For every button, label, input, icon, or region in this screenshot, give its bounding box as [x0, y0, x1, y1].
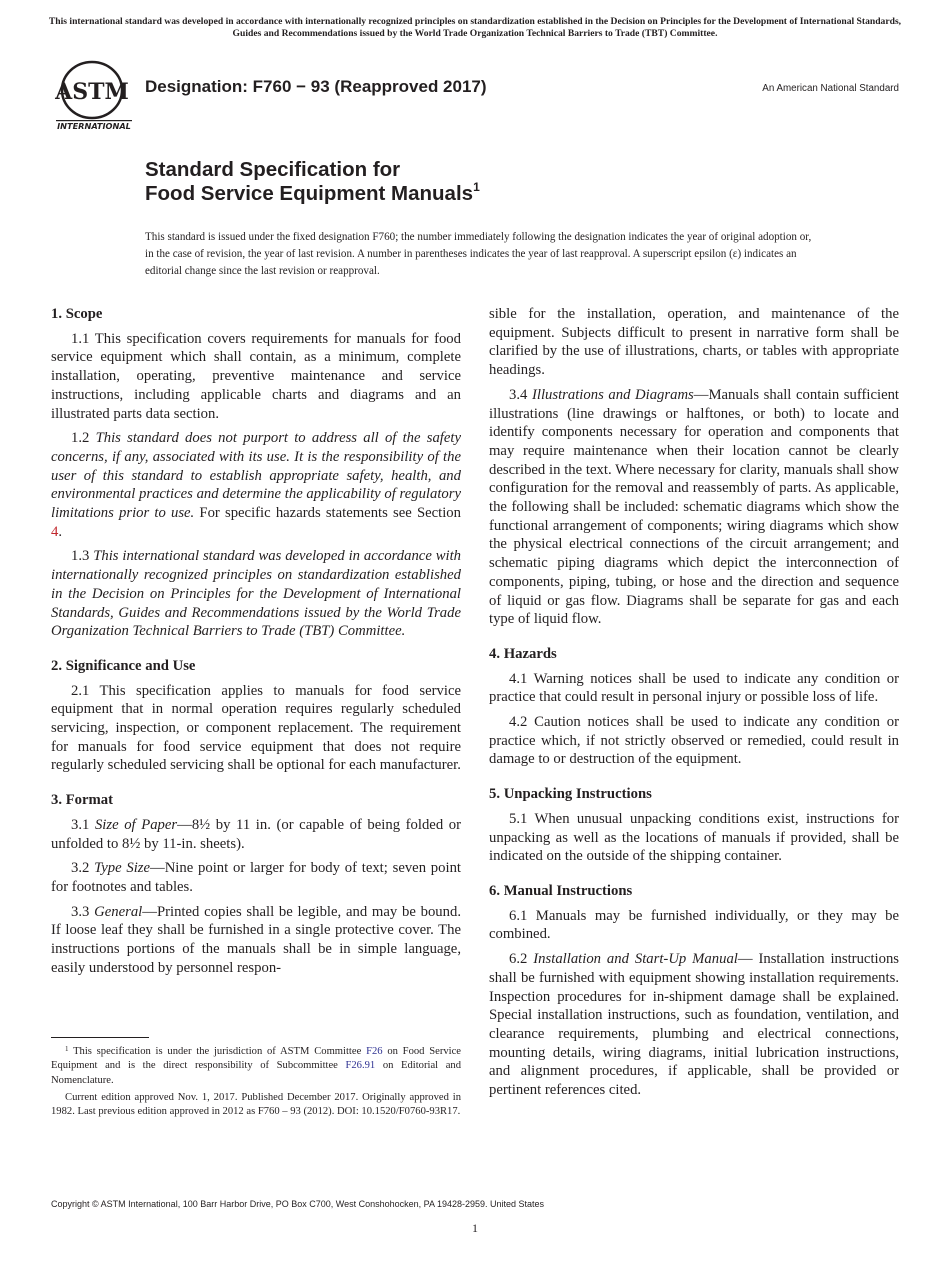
left-column — [51, 305, 461, 984]
section-4-link[interactable]: 4 — [51, 523, 59, 540]
logo-text: ASTM — [55, 79, 129, 105]
copyright-notice: Copyright © ASTM International, 100 Barr Harbor Drive, PO Box C700, West Conshohocken, PA 19428-2959. United States — [51, 1199, 545, 1209]
paragraph-3-3: 3.3 General—Printed copies shall be legible, and may be bound. If loose leaf they shall be furnished in a single protective cover. The instructions portions of the manuals shall be in simple language, easily understood by personnel respon- — [51, 903, 461, 976]
page-number: 1 — [472, 1221, 478, 1235]
designation: Designation: F760 − 93 (Reapproved 2017) — [145, 77, 487, 96]
title-line-1: Standard Specification for — [145, 158, 401, 181]
section-heading: 6. Manual Instructions — [489, 882, 633, 899]
paragraph-2-1: 2.1 This specification applies to manuals for food service equipment that in normal operation requires regularly scheduled servicing, inspection, or component replacement. The requirement for manuals for food service equipment that does not require regularly scheduled servicing shall be optional for each manufacturer. — [51, 682, 461, 774]
section-heading: 5. Unpacking Instructions — [489, 786, 652, 803]
paragraph-1-1: 1.1 This specification covers requirements for manuals for food service equipment which shall contain, as a minimum, complete installation, operating, preventive maintenance and service instructions, including applicable charts and diagrams and an illustrated parts data section. — [51, 330, 461, 422]
logo-subtext: INTERNATIONAL — [57, 121, 131, 131]
section-heading: 4. Hazards — [489, 645, 557, 662]
title-footnote-mark: 1 — [473, 180, 480, 194]
footnote-1: $^1$ This specification is under the jurisdiction of ASTM Committee F26 on Food Service Equipment and is the direct responsibility of Subcommittee F26.91 on Editorial and Nomenclature. — [51, 1045, 462, 1086]
footnotes — [51, 1045, 461, 1122]
paragraph-1-3: 1.3 This international standard was developed in accordance with internationally recognized principles on standardization established in the Decision on Principles for the Development of International Standards, Guides and Recommendations issued by the World Trade Organization Technical Barriers to Trade (TBT) Committee. — [51, 548, 461, 640]
right-column — [489, 305, 899, 1106]
footnote-edition: Current edition approved Nov. 1, 2017. Published December 2017. Originally approved in 1982. Last previous edition approved in 2012 as F760 – 93 (2012). DOI: 10.1520/F0760-93R17. — [51, 1091, 461, 1118]
section-heading: 1. Scope — [51, 306, 103, 322]
astm-logo — [54, 58, 134, 132]
paragraph-5-1: 5.1 When unusual unpacking conditions exist, instructions for unpacking as well as the locations of manuals if provided, shall be indicated on the outside of the shipping container. — [489, 810, 899, 865]
tbt-notice: This international standard was developed in accordance with internationally recognized principles on standardization established in the Decision on Principles for the Development of International Standards, Guides and Recommendations issued by the World Trade Organization Technical Barriers to Trade (TBT) Committee. — [48, 16, 902, 39]
paragraph-4-2: 4.2 Caution notices shall be used to indicate any condition or practice which, if not strictly observed or remedied, could result in damage to or destruction of the equipment. — [489, 714, 899, 768]
paragraph-6-1: 6.1 Manuals may be furnished individually, or they may be combined. — [489, 907, 899, 943]
subcommittee-f26-91-link[interactable]: F26.91 — [345, 1060, 376, 1072]
american-national-standard-label: An American National Standard — [762, 83, 899, 94]
paragraph-4-1: 4.1 Warning notices shall be used to indicate any condition or practice that could result in personal injury or possible loss of life. — [489, 670, 899, 706]
paragraph-3-2: 3.2 Type Size—Nine point or larger for body of text; seven point for footnotes and tables. — [51, 860, 461, 895]
paragraph-3-1: 3.1 Size of Paper—8½ by 11 in. (or capable of being folded or unfolded to 8½ by 11-in. sheets). — [51, 816, 461, 852]
section-heading: 3. Format — [51, 792, 113, 809]
paragraph-3-4: 3.4 Illustrations and Diagrams—Manuals shall contain sufficient illustrations (line drawings or halftones, or both) to locate and identify components necessary for operation and components that may require maintenance when their location cannot be clearly described in the text. Where necessary for clarity, manuals shall show configuration for the removal and reassembly of parts. As applicable, the following shall be included: schematic diagrams which show the functional arrangement of components; wiring diagrams which show the physical electrical connections of the circuit arrangement; and schematic piping diagrams which depict the interconnection of components, piping, tubing, or hose and the direction and sequence of liquid or gas flow. Diagrams shall be separate for gas and each type of liquid flow. — [489, 386, 900, 628]
document-title — [145, 158, 480, 206]
title-line-2: Food Service Equipment Manuals$^1$ — [145, 180, 480, 205]
section-heading: 2. Significance and Use — [51, 657, 196, 674]
issuance-statement: This standard is issued under the fixed designation F760; the number immediately following the designation indicates the year of original adoption or, in the case of revision, the year of last revision. A number in parentheses indicates the year of last reapproval. A superscript epsilon (ε) indicates an editorial change since the last revision or reapproval. — [145, 231, 812, 277]
committee-f26-link[interactable]: F26 — [366, 1046, 383, 1057]
paragraph-6-2: 6.2 Installation and Start-Up Manual— Installation instructions shall be furnished with equipment showing installation requirements. Inspection procedures for in-shipment damage shall be explained. Special installation instructions, such as foundation, ventilation, and clearance requirements, plumbing and electrical connections, mounting details, wiring diagrams, initial lubrication instructions, and alignment procedures, if applicable, shall be provided or pertinent references cited. — [489, 951, 900, 1099]
paragraph-1-2: 1.2 This standard does not purport to address all of the safety concerns, if any, associated with its use. It is the responsibility of the user of this standard to establish appropriate safety, health, and environmental practices and determine the applicability of regulatory limitations prior to use. For specific hazards statements see Section 4. — [51, 430, 462, 540]
footnote-rule — [51, 1037, 149, 1038]
paragraph-3-3-continued: sible for the installation, operation, and maintenance of the equipment. Subjects difficult to present in narrative form shall be clarified by the use of illustrations, charts, or tables with appropriate headings. — [489, 306, 899, 379]
